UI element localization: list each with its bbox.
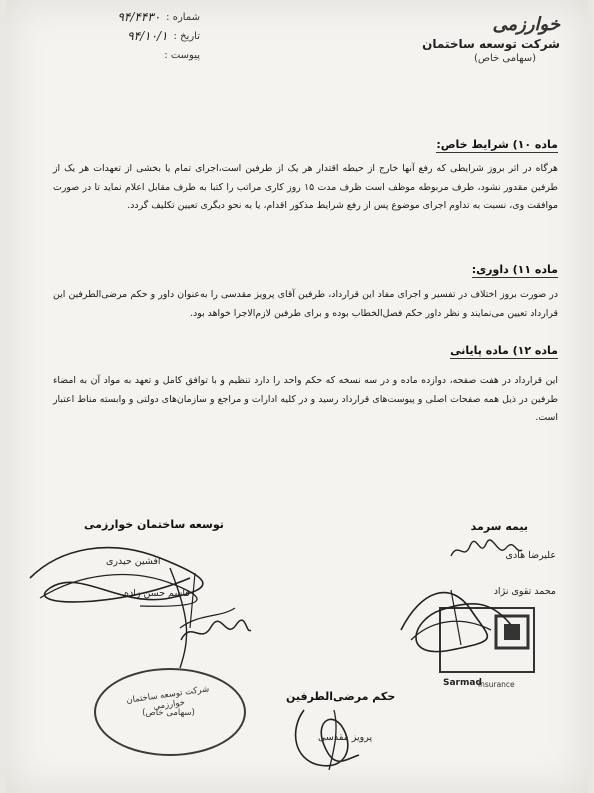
arbiter-title: حکم مرضی‌الطرفین	[286, 690, 396, 703]
left-signature-scribble	[20, 528, 250, 678]
number-row	[40, 8, 200, 27]
attachment-label: پیوست :	[164, 50, 200, 61]
left-signer-1: افشین حیدری	[106, 556, 161, 567]
section-11-title: ماده ۱۱) داوری:	[471, 263, 558, 276]
number-value: ۹۴/۴۴۳۰	[117, 10, 161, 24]
section-11-body: در صورت بروز اختلاف در تفسیر و اجرای مفاد این قرارداد، طرفین آقای پرویز مقدسی را به‌عنوان داور و حکم مرضی‌الطرفین این قرارداد تعیین می‌نمایند و نظر داور حکم فصل‌الخطاب بوده و برای طرفین لازم‌الاجرا خواهد بود.	[53, 289, 558, 319]
right-signer-2: محمد تقوی نژاد	[493, 586, 556, 597]
arbiter-name: پرویز مقدسی	[318, 732, 373, 743]
section-10-body: هرگاه در اثر بروز شرایطی که رفع آنها خارج از حیطه اقتدار هر یک از طرفین است،اجرای تمام یا بخشی از تعهدات هر یک از طرفین مقدور نشود، طرف مربوطه موظف است ظرف مدت ۱۵ روز کاری مراتب را کتبا به طرف مقابل اعلام نماید تا در صورت موافقت وی، نسبت به تداوم اجرای موضوع پس از رفع شرایط مذکور اقدام، یا به نحو دیگری تعیین تکلیف گردد.	[53, 163, 558, 211]
date-row	[40, 27, 200, 46]
left-stamp-subtext: (سهامی خاص)	[142, 708, 195, 718]
arbiter-signature	[284, 700, 364, 775]
left-party-title: توسعه ساختمان خوارزمی	[84, 518, 224, 531]
left-signer-2: قاسم حسن زاده	[124, 588, 190, 599]
right-party-title: بیمه سرمد	[470, 520, 528, 533]
section-12-title: ماده ۱۲) ماده پایانی	[450, 344, 558, 357]
section-12-body: این قرارداد در هفت صفحه، دوازده ماده و در سه نسخه که حکم واحد را دارد تنظیم و با توافق کامل و تعهد به مواد آن به امضاء طرفین در ذیل همه صفحات اصلی و پیوست‌های قرارداد رسید و در کلیه ادارات و مراجع و سازمان‌های دولتی و وابسته مناط اعتبار است.	[53, 375, 558, 423]
company-type: (سهامی خاص)	[473, 53, 536, 64]
right-signer-1: علیرضا هادی	[505, 550, 556, 561]
date-value: ۹۴/۱۰/۱	[127, 29, 168, 43]
letter-meta	[40, 8, 200, 65]
document-page	[6, 0, 588, 793]
right-signature-2	[391, 570, 521, 660]
company-name: شرکت توسعه ساختمان	[422, 37, 560, 51]
sarmad-subtitle: insurance	[478, 680, 515, 689]
company-header	[390, 14, 560, 64]
number-label: شماره :	[166, 12, 200, 23]
attachment-row	[40, 46, 200, 65]
sarmad-brand: Sarmad	[443, 678, 482, 688]
left-signature-mark	[176, 615, 256, 650]
date-label: تاریخ :	[173, 31, 200, 42]
company-logo: خوارزمی	[492, 14, 560, 35]
right-signature-1	[446, 536, 526, 566]
section-10-title: ماده ۱۰) شرایط خاص:	[436, 138, 558, 151]
left-stamp-text: شرکت توسعه ساختمان خوارزمی	[125, 684, 210, 713]
